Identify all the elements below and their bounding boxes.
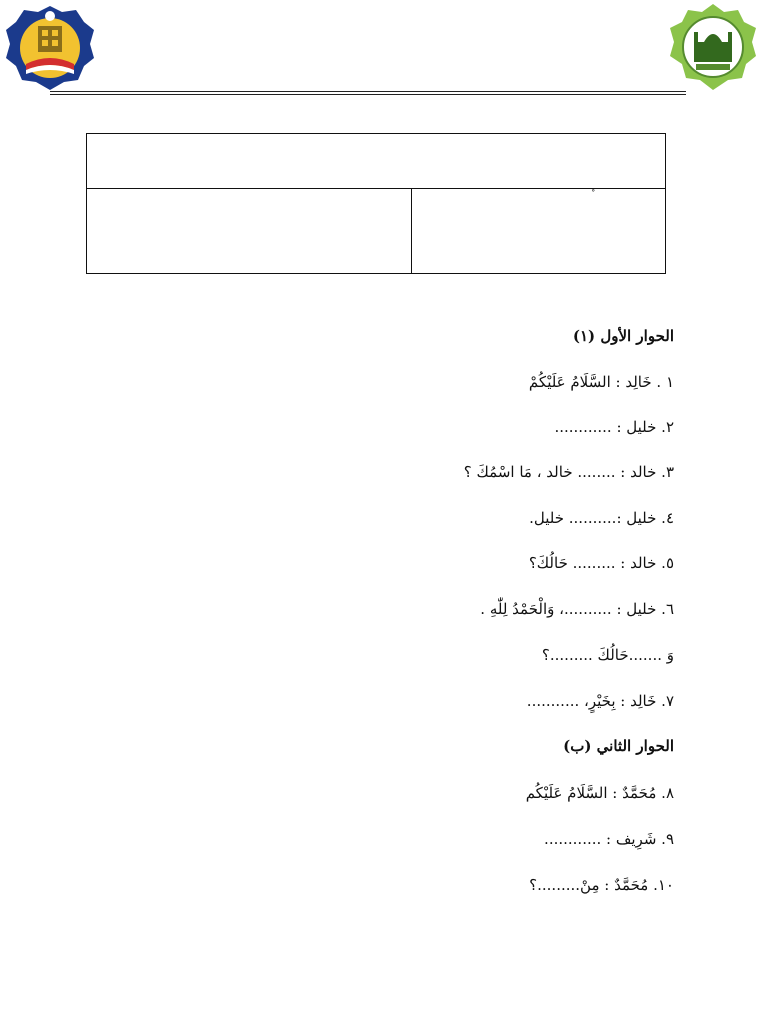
dialog-line: ١ . خَالِد : السَّلَامُ عَلَيْكُمْ	[528, 373, 674, 391]
dialog-line: ٦. خليل : ..........، وَالْحَمْدُ لِلّٰهِ .	[480, 600, 674, 618]
university-crest-icon	[4, 4, 96, 92]
dialog-line: ٤. خليل :.......... خليل.	[529, 509, 674, 527]
info-box-column-divider	[411, 188, 412, 273]
info-box-row-divider	[87, 188, 665, 189]
dialog-line: ٢. خليل : ............	[554, 418, 674, 436]
dialog-line: ٧. خَالِد : بِخَيْرٍ، ...........	[526, 692, 674, 710]
mosque-emblem-icon	[668, 2, 758, 92]
dialog-one-heading: الحوار الأول (١)	[572, 327, 674, 345]
header-divider-line	[50, 91, 686, 92]
header-divider-line	[50, 94, 686, 95]
student-info-box	[86, 133, 666, 274]
dialog-line: ٥. خالد : ......... حَالُكَ؟	[528, 554, 674, 572]
dialog-line: ٩. شَرِيف : ............	[544, 830, 674, 848]
dialog-line: ٣. خالد : ........ خالد ، مَا اسْمُكَ ؟	[463, 463, 674, 481]
dialog-two-heading: الحوار الثاني (ب)	[563, 737, 674, 755]
dialog-line: ٨. مُحَمَّدٌ : السَّلَامُ عَلَيْكُم	[525, 784, 674, 802]
dialog-line: ١٠. مُحَمَّدٌ : مِنْ.........؟	[529, 876, 674, 894]
dialog-line: وَ .......حَالُكَ .........؟	[541, 646, 674, 664]
